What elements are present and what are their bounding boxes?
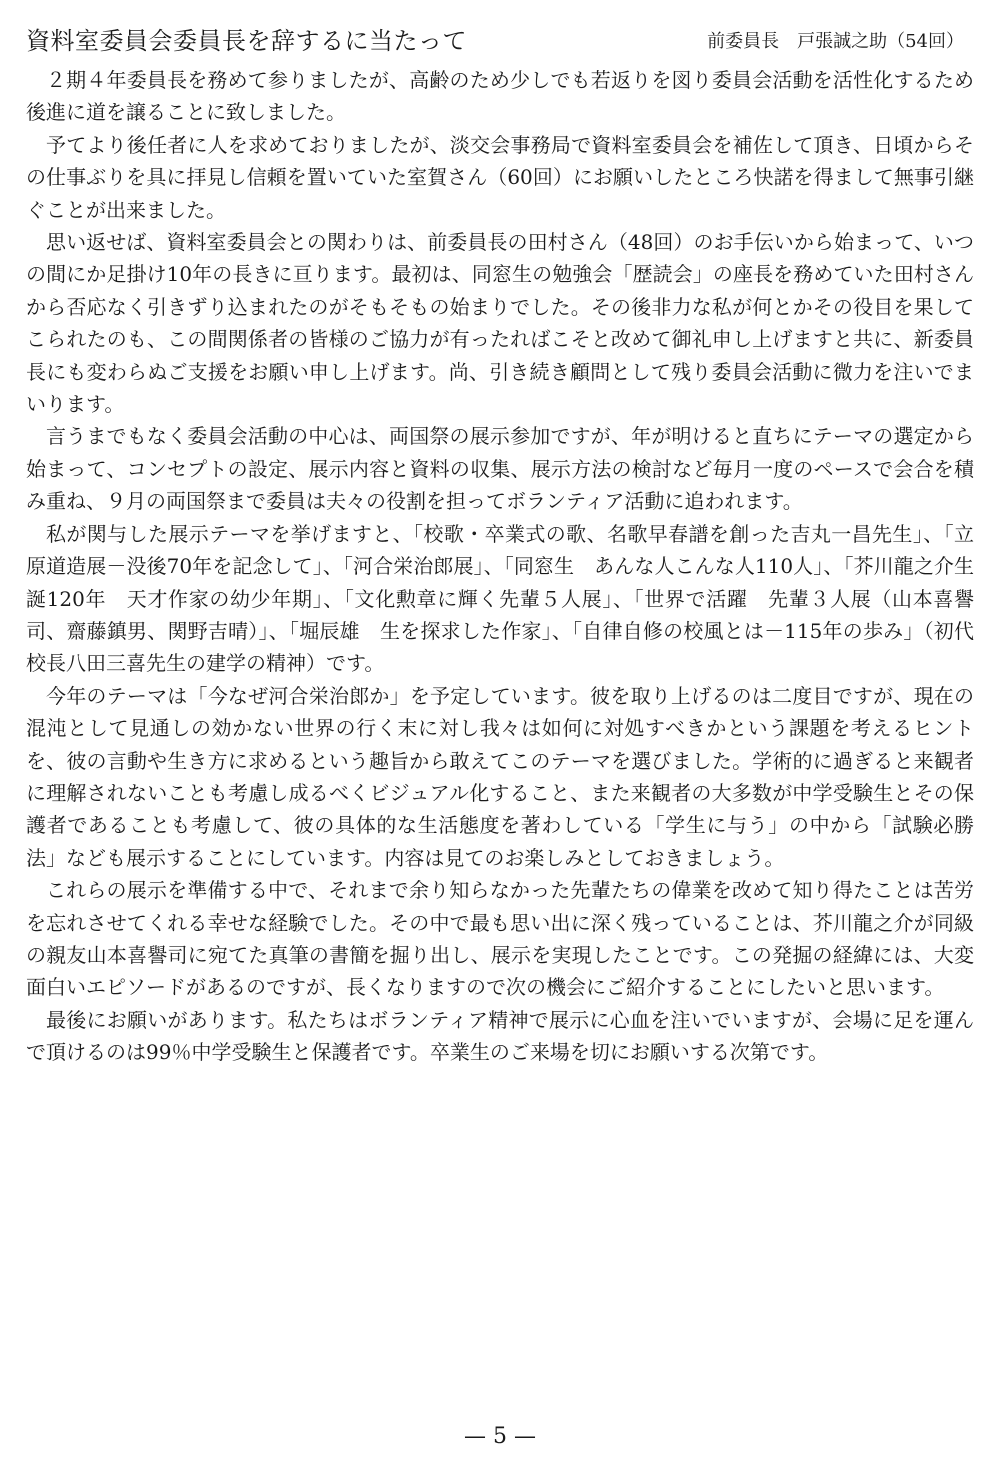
author-byline: 前委員長 戸張誠之助（54回） — [707, 31, 964, 52]
paragraph: 最後にお願いがあります。私たちはボランティア精神で展示に心血を注いでいますが、会場に足を運んで頂けるのは99％中学受験生と保護者です。卒業生のご来場を切にお願いする次第です。 — [26, 1007, 974, 1065]
article-title: 資料室委員会委員長を辞するに当たって — [26, 27, 467, 55]
paragraph: 今年のテーマは「今なぜ河合栄治郎か」を予定しています。彼を取り上げるのは二度目ですが、現在の混沌として見通しの効かない世界の行く末に対し我々は如何に対処すべきかという課題を考えるヒントを、彼の言動や生き方に求めるという趣旨から敢えてこのテーマを選びました。学術的に過ぎると来観者に理解されないことも考慮し成るべくビジュアル化すること、また来観者の大多数が中学受験生とその保護者であることも考慮して、彼の具体的な生活態度を著わしている「学生に与う」の中から「試験必勝法」なども展示することにしています。内容は見てのお楽しみとしておきましょう。 — [26, 683, 974, 870]
paragraph: 思い返せば、資料室委員会との関わりは、前委員長の田村さん（48回）のお手伝いから始まって、いつの間にか足掛け10年の長きに亘ります。最初は、同窓生の勉強会「歴読会」の座長を務めていた田村さんから否応なく引きずり込まれたのがそもそもの始まりでした。その後非力な私が何とかその役目を果してこられたのも、この間関係者の皆様のご協力が有ったればこそと改めて御礼申し上げますと共に、新委員長にも変わらぬご支援をお願い申し上げます。尚、引き続き顧問として残り委員会活動に微力を注いでまいります。 — [26, 230, 974, 417]
paragraph: 予てより後任者に人を求めておりましたが、淡交会事務局で資料室委員会を補佐して頂き、日頃からその仕事ぶりを具に拝見し信頼を置いていた室賀さん（60回）にお願いしたところ快諾を得まして無事引継ぐことが出来ました。 — [26, 132, 974, 222]
article-body — [26, 64, 974, 1069]
paragraph: 言うまでもなく委員会活動の中心は、両国祭の展示参加ですが、年が明けると直ちにテーマの選定から始まって、コンセプトの設定、展示内容と資料の収集、展示方法の検討など毎月一度のペースで会合を積み重ね、９月の両国祭まで委員は夫々の役割を担ってボランティア活動に追われます。 — [26, 424, 974, 514]
paragraph: 私が関与した展示テーマを挙げますと、「校歌・卒業式の歌、名歌早春譜を創った吉丸一昌先生」、「立原道造展－没後70年を記念して」、「河合栄治郎展」、「同窓生 あんな人こんな人110人」、「芥川龍之介生誕120年 天才作家の幼少年期」、「文化勲章に輝く先輩５人展」、「世界で活躍 先輩３人展（山本喜譽司、齋藤鎮男、関野吉晴）」、「堀辰雄 生を探求した作家」、「自律自修の校風とは－115年の歩み」（初代校長八田三喜先生の建学の精神）です。 — [26, 521, 974, 676]
page-number: — 5 — — [464, 1424, 536, 1449]
paragraph: ２期４年委員長を務めて参りましたが、高齢のため少しでも若返りを図り委員会活動を活性化するため後進に道を譲ることに致しました。 — [26, 68, 974, 125]
article-header — [26, 24, 976, 64]
paragraph: これらの展示を準備する中で、それまで余り知らなかった先輩たちの偉業を改めて知り得たことは苦労を忘れさせてくれる幸せな経験でした。その中で最も思い出に深く残っていることは、芥川龍之介が同級の親友山本喜譽司に宛てた真筆の書簡を掘り出し、展示を実現したことです。この発掘の経緯には、大変面白いエピソードがあるのですが、長くなりますので次の機会にご紹介することにしたいと思います。 — [26, 878, 974, 1000]
